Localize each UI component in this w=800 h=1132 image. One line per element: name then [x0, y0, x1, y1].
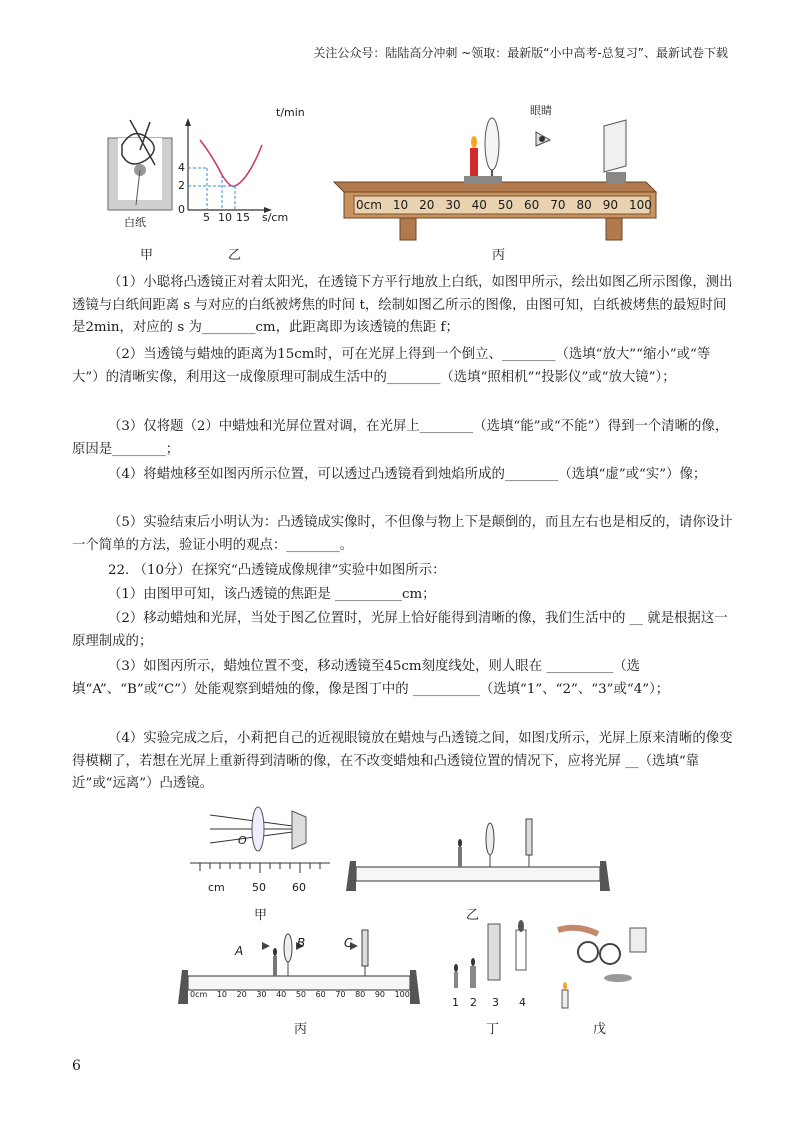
- q21-part1: （1）小聪将凸透镜正对着太阳光，在透镜下方平行地放上白纸，如图甲所示，绘出如图乙所示图像，测出透镜与白纸间距离 s 与对应的白纸被烤焦的时间 t，绘制如图乙所示的图像，由图可知，白纸被烤焦的最短时间是2min，对应的 s 为________cm，此距离即为该透镜的焦距 f；: [72, 275, 733, 335]
- ruler-tick: 0cm: [356, 198, 382, 212]
- ruler-tick: 20: [236, 990, 247, 999]
- ruler-tick: 20: [419, 198, 435, 212]
- q22-title: 22. （10分）在探究“凸透镜成像规律”实验中如图所示：: [108, 563, 446, 578]
- figure-bottom-row2: [178, 920, 678, 1020]
- q22-part2: （2）移动蜡烛和光屏，当处于图乙位置时，光屏上恰好能得到清晰的像，我们生活中的 __ 就是根据这一原理制成的；: [72, 611, 728, 649]
- figure-wu-glasses: [558, 928, 646, 1008]
- page-header: 关注公众号：陆陆高分冲刺 ~领取：最新版“小中高考-总复习”、最新试卷下载: [313, 46, 728, 60]
- jia-ruler-50: 50: [252, 881, 266, 894]
- ruler-tick: 50: [497, 198, 514, 212]
- figure-yi-graph: [185, 118, 272, 213]
- caption-bing: 丙: [492, 248, 506, 263]
- ruler-tick: 60: [524, 198, 540, 212]
- ding-label-2: 2: [470, 996, 477, 1009]
- ruler-tick: 50: [295, 990, 307, 999]
- ding-label-3: 3: [492, 996, 499, 1009]
- ruler-tick: 80: [355, 990, 366, 999]
- figure-bing-bench: [334, 118, 656, 240]
- ruler-tick: 40: [276, 990, 287, 999]
- ruler-tick: 0cm: [190, 990, 208, 999]
- q21-part2: （2）当透镜与蜡烛的距离为15cm时，可在光屏上得到一个倒立、________（选填“放大”“缩小”或“等大”）的清晰实像，利用这一成像原理可制成生活中的________（选填“照相机”“投影仪”或“放大镜”）；: [72, 347, 711, 385]
- jia-ruler-60: 60: [292, 881, 306, 894]
- caption-bottom-wu: 戊: [593, 1022, 607, 1037]
- caption-yi: 乙: [228, 248, 242, 263]
- ruler-tick: 80: [576, 198, 592, 212]
- page-number: 6: [72, 1058, 81, 1074]
- ruler-tick: 70: [550, 198, 566, 212]
- bing-label-b: B: [297, 936, 306, 950]
- jia-ruler-cm: cm: [208, 881, 225, 894]
- yi-y-label: t/min: [276, 106, 305, 119]
- bing-label-c: C: [344, 936, 353, 950]
- yi-x-tick-5: 5: [203, 211, 210, 224]
- ruler-tick: 90: [602, 198, 619, 212]
- ruler-tick: 40: [471, 198, 487, 212]
- ruler-tick: 70: [335, 990, 346, 999]
- yi-x-label: s/cm: [262, 211, 289, 224]
- ruler-tick: 60: [315, 990, 326, 999]
- caption-bottom-jia: 甲: [254, 908, 268, 923]
- ding-label-4: 4: [519, 996, 526, 1009]
- q22-part4: （4）实验完成之后，小莉把自己的近视眼镜放在蜡烛与凸透镜之间，如图戊所示，光屏上原来清晰的像变得模糊了，若想在光屏上重新得到清晰的像，在不改变蜡烛和凸透镜位置的情况下，应将光屏 __（选填“靠近”或“远离”）凸透镜。: [72, 731, 733, 791]
- ruler-tick: 30: [256, 990, 267, 999]
- ruler-tick: 30: [445, 198, 461, 212]
- ruler-tick: 10: [216, 990, 228, 999]
- caption-jia: 甲: [140, 248, 154, 263]
- yi-y-tick-4: 4: [178, 161, 185, 174]
- bing-label-a: A: [235, 944, 244, 958]
- bing-ruler-ticks: [356, 198, 652, 212]
- yi-x-tick-15: 15: [236, 211, 250, 224]
- caption-bottom-yi: 乙: [466, 908, 480, 923]
- ruler-tick: 100: [394, 990, 410, 999]
- q22-part3: （3）如图丙所示，蜡烛位置不变，移动透镜至45cm刻度线处，则人眼在 __________（选填“A”、“B”或“C”）处能观察到蜡烛的像，像是图丁中的 __________（选填“1”、“2”、“3”或“4”）；: [72, 659, 670, 697]
- q22-part1: （1）由图甲可知，该凸透镜的焦距是 __________cm；: [108, 587, 436, 602]
- ruler-tick: 10: [392, 198, 409, 212]
- caption-bottom-ding: 丁: [486, 1022, 500, 1037]
- ruler-tick: 90: [374, 990, 386, 999]
- q21-part4: （4）将蜡烛移至如图丙所示位置，可以透过凸透镜看到烛焰所成的________（选填“虚”或“实”）像；: [108, 467, 707, 482]
- bing-eye-label: 眼睛: [530, 104, 552, 117]
- ruler-tick: 100: [628, 198, 652, 212]
- bing-small-ruler-ticks: [190, 990, 410, 999]
- figure-jia-focal: [190, 807, 330, 873]
- caption-bottom-bing: 丙: [294, 1022, 308, 1037]
- yi-y-tick-2: 2: [178, 179, 185, 192]
- jia-lens-o: O: [238, 834, 247, 847]
- q21-part5: （5）实验结束后小明认为：凸透镜成实像时，不但像与物上下是颠倒的，而且左右也是相反的，请你设计一个简单的方法，验证小明的观点：________。: [72, 515, 733, 553]
- q21-part3: （3）仅将题（2）中蜡烛和光屏位置对调，在光屏上________（选填“能”或“不能”）得到一个清晰的像，原因是________；: [72, 419, 729, 457]
- figure-jia-lens-paper: [108, 120, 172, 210]
- yi-x-tick-10: 10: [218, 211, 232, 224]
- figure-ding-images: [454, 920, 526, 988]
- ding-label-1: 1: [452, 996, 459, 1009]
- jia-paper-label: 白纸: [124, 216, 146, 229]
- figure-yi-bench: [346, 819, 610, 891]
- yi-y-tick-0: 0: [178, 203, 185, 216]
